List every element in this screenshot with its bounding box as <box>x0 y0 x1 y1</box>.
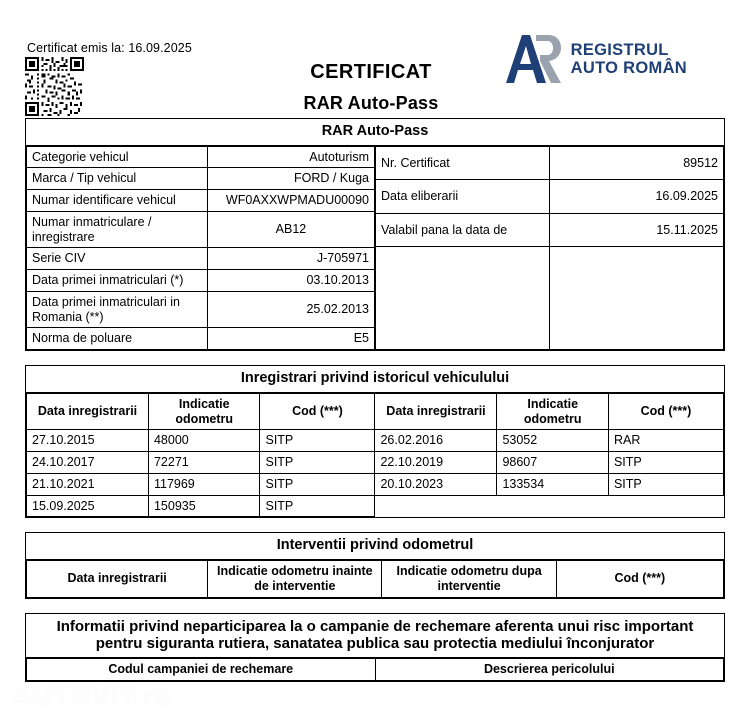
table-row <box>376 180 724 214</box>
info-value: AB12 <box>207 211 374 248</box>
info-label: Serie CIV <box>27 248 208 270</box>
info-label: Numar identificare vehicul <box>27 190 208 212</box>
table-row <box>27 473 724 495</box>
empty-cell <box>497 495 609 517</box>
info-label: Nr. Certificat <box>376 146 550 180</box>
column-header: Codul campaniei de rechemare <box>27 659 376 681</box>
interventions-section-title: Interventii privind odometrul <box>26 533 724 560</box>
table-row <box>27 146 375 168</box>
history-odometer: 53052 <box>497 430 609 452</box>
table-row <box>27 211 375 248</box>
interventions-section <box>25 532 725 598</box>
history-date: 15.09.2025 <box>27 495 149 517</box>
history-code: SITP <box>260 473 375 495</box>
column-header: Indicatie odometru <box>148 393 260 430</box>
column-header: Cod (***) <box>260 393 375 430</box>
recall-table-head <box>27 659 724 681</box>
column-header: Data inregistrarii <box>375 393 497 430</box>
issued-date-label: Certificat emis la: 16.09.2025 <box>27 41 192 55</box>
column-header: Indicatie odometru <box>497 393 609 430</box>
info-value: 03.10.2013 <box>207 270 374 292</box>
info-value: E5 <box>207 328 374 350</box>
empty-cell <box>550 247 724 350</box>
info-left-column <box>26 146 375 351</box>
history-date: 27.10.2015 <box>27 430 149 452</box>
empty-cell <box>375 495 497 517</box>
vehicle-info-body <box>27 146 375 350</box>
table-row <box>27 168 375 190</box>
empty-cell <box>376 247 550 350</box>
info-label: Data primei inmatriculari in Romania (**) <box>27 291 208 328</box>
table-header-row <box>27 393 724 430</box>
page-title: CERTIFICAT <box>310 61 432 83</box>
history-date: 20.10.2023 <box>375 473 497 495</box>
page-subtitle: RAR Auto-Pass <box>303 93 439 113</box>
info-section <box>25 118 725 351</box>
info-columns <box>26 146 724 351</box>
history-date: 22.10.2019 <box>375 452 497 474</box>
column-header: Indicatie odometru dupa interventie <box>382 561 556 598</box>
history-odometer: 117969 <box>148 473 260 495</box>
info-label: Categorie vehicul <box>27 146 208 168</box>
history-code: SITP <box>608 452 723 474</box>
table-row <box>27 328 375 350</box>
info-right-column <box>375 146 724 351</box>
info-label: Data eliberarii <box>376 180 550 214</box>
recall-campaign-table <box>26 658 724 681</box>
history-odometer: 48000 <box>148 430 260 452</box>
certificate-info-table <box>375 146 724 351</box>
info-value: Autoturism <box>207 146 374 168</box>
info-section-title: RAR Auto-Pass <box>26 119 724 146</box>
info-value: J-705971 <box>207 248 374 270</box>
odometer-history-table <box>26 393 724 518</box>
table-row <box>376 146 724 180</box>
info-label: Norma de poluare <box>27 328 208 350</box>
info-value: 25.02.2013 <box>207 291 374 328</box>
history-odometer: 150935 <box>148 495 260 517</box>
table-row <box>27 495 724 517</box>
history-table-body <box>27 430 724 517</box>
info-value: 16.09.2025 <box>550 180 724 214</box>
history-section <box>25 365 725 518</box>
table-row <box>27 430 724 452</box>
info-value: WF0AXXWPMADU00090 <box>207 190 374 212</box>
interventions-table-head <box>27 561 724 598</box>
history-odometer: 98607 <box>497 452 609 474</box>
table-row-empty <box>376 247 724 350</box>
history-code: SITP <box>608 473 723 495</box>
table-header-row <box>27 659 724 681</box>
table-row <box>27 248 375 270</box>
info-label: Numar inmatriculare / inregistrare <box>27 211 208 248</box>
column-header: Data inregistrarii <box>27 393 149 430</box>
recall-section-title: Informatii privind neparticiparea la o campanie de rechemare aferenta unui risc important pentru siguranta rutiera, sanatatea publica sau protectia mediului înconjurator <box>26 614 724 659</box>
table-row <box>27 452 724 474</box>
info-value: FORD / Kuga <box>207 168 374 190</box>
history-code: SITP <box>260 430 375 452</box>
rar-monogram-icon <box>506 33 564 85</box>
rar-logo <box>506 33 687 85</box>
history-date: 21.10.2021 <box>27 473 149 495</box>
column-header: Indicatie odometru inainte de interventie <box>208 561 382 598</box>
history-section-title: Inregistrari privind istoricul vehiculului <box>26 366 724 393</box>
history-code: SITP <box>260 452 375 474</box>
spacer <box>0 351 742 365</box>
recall-section <box>25 613 725 682</box>
odometer-interventions-table <box>26 560 724 598</box>
table-header-row <box>27 561 724 598</box>
column-header: Data inregistrarii <box>27 561 208 598</box>
info-value: 15.11.2025 <box>550 213 724 247</box>
vehicle-info-table <box>26 146 375 351</box>
history-table-head <box>27 393 724 430</box>
info-label: Valabil pana la data de <box>376 213 550 247</box>
history-code: RAR <box>608 430 723 452</box>
info-label: Data primei inmatriculari (*) <box>27 270 208 292</box>
table-row <box>376 213 724 247</box>
logo-line-1: REGISTRUL <box>570 40 669 59</box>
rar-logo-text <box>571 41 687 78</box>
info-value: 89512 <box>550 146 724 180</box>
history-date: 26.02.2016 <box>375 430 497 452</box>
history-code: SITP <box>260 495 375 517</box>
certificate-info-body <box>376 146 724 350</box>
empty-cell <box>608 495 723 517</box>
history-date: 24.10.2017 <box>27 452 149 474</box>
history-odometer: 72271 <box>148 452 260 474</box>
watermark: AUTOVIT.ro <box>12 681 172 711</box>
column-header: Cod (***) <box>556 561 723 598</box>
qr-code-icon <box>25 57 84 116</box>
column-header: Cod (***) <box>608 393 723 430</box>
table-row <box>27 190 375 212</box>
spacer <box>0 518 742 532</box>
column-header: Descrierea pericolului <box>375 659 724 681</box>
document-header <box>0 0 742 118</box>
history-odometer: 133534 <box>497 473 609 495</box>
table-row <box>27 291 375 328</box>
info-label: Marca / Tip vehicul <box>27 168 208 190</box>
spacer <box>0 599 742 613</box>
table-row <box>27 270 375 292</box>
logo-line-2: AUTO ROMÂN <box>570 59 687 77</box>
